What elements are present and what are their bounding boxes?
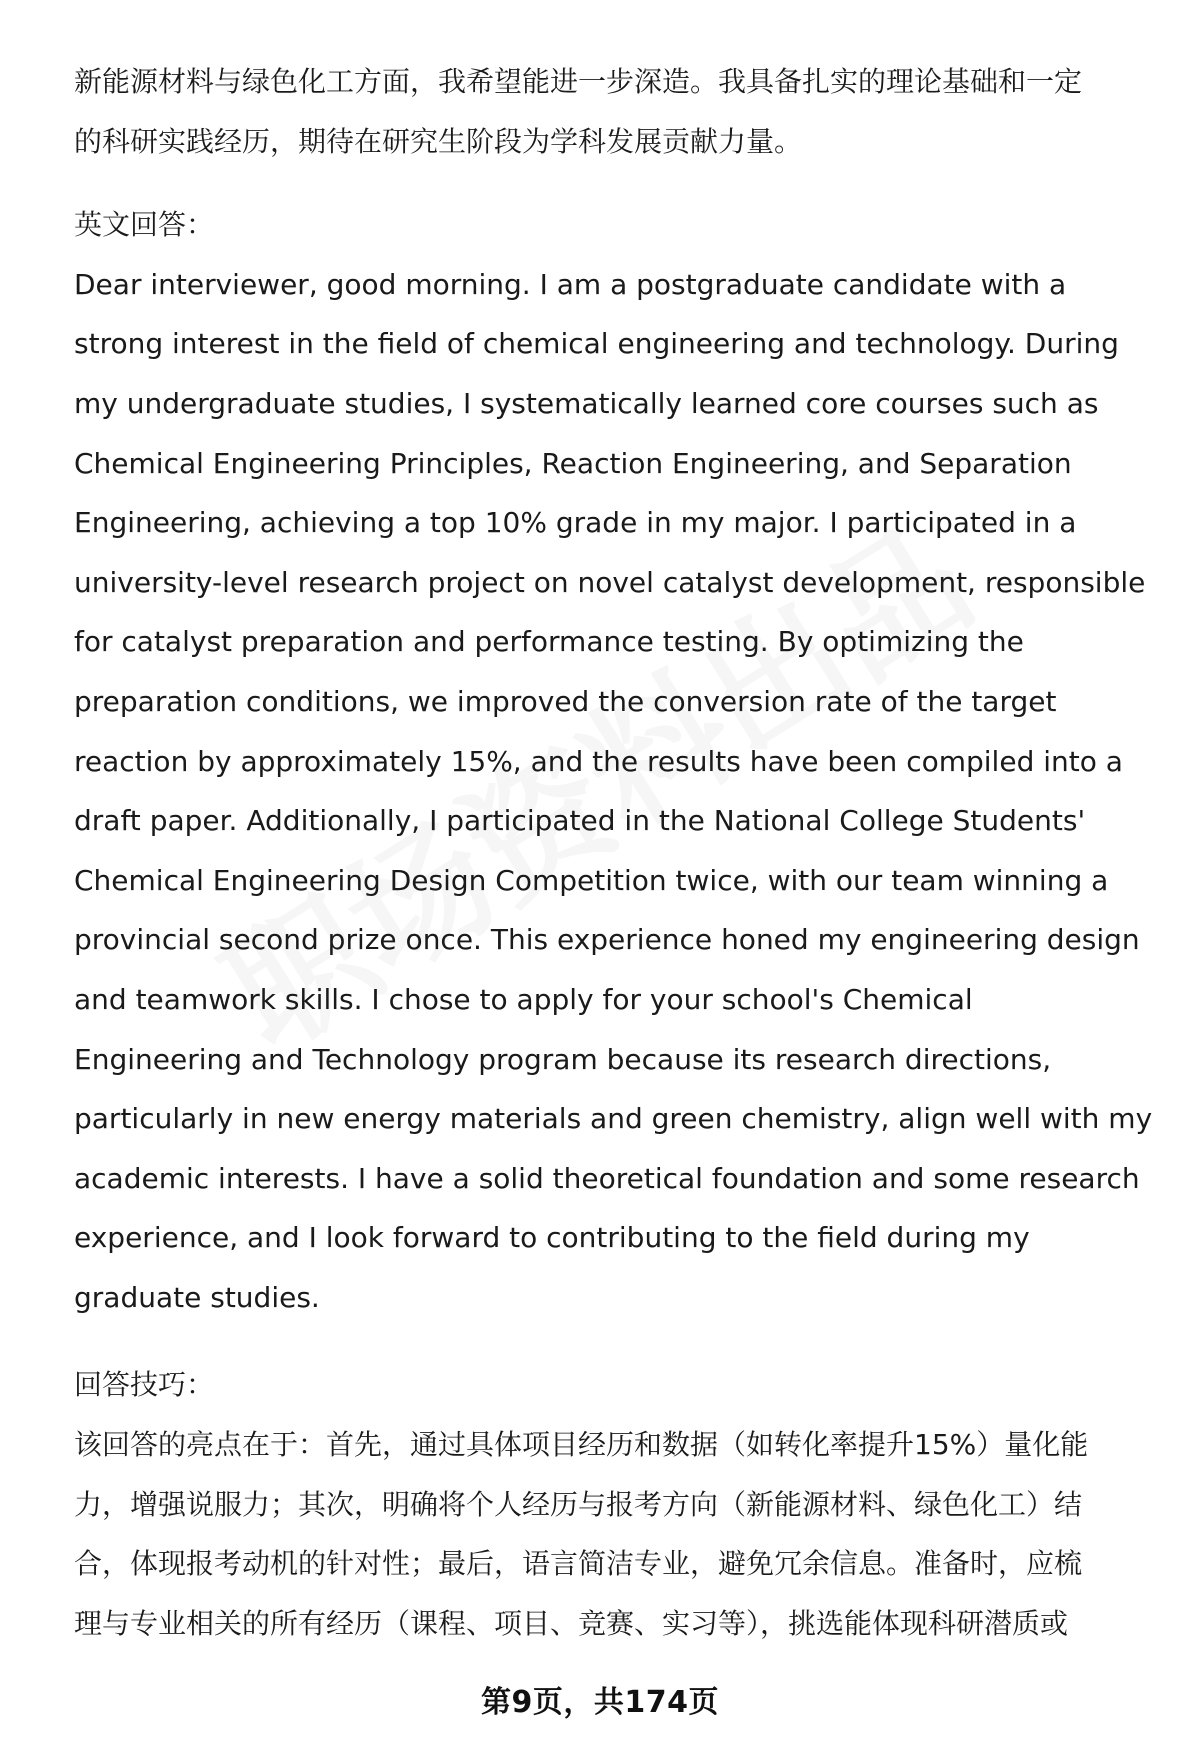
text-line: 理与专业相关的所有经历（课程、项目、竞赛、实习等），挑选能体现科研潜质或 xyxy=(74,1606,1069,1640)
text-line: and teamwork skills. I chose to apply for your school's Chemical xyxy=(74,982,973,1016)
text-line: Engineering and Technology program because its research directions, xyxy=(74,1042,1052,1076)
text-line: Engineering, achieving a top 10% grade in my major. I participated in a xyxy=(74,506,1077,540)
text-line: graduate studies. xyxy=(74,1280,320,1314)
text-line: 力，增强说服力；其次，明确将个人经历与报考方向（新能源材料、绿色化工）结 xyxy=(74,1487,1083,1521)
text-line: 的科研实践经历，期待在研究生阶段为学科发展贡献力量。 xyxy=(74,124,803,158)
english-answer-paragraph xyxy=(74,255,1154,1328)
document-page xyxy=(74,52,1154,1653)
english-answer-heading: 英文回答： xyxy=(74,208,215,242)
text-line: draft paper. Additionally, I participated in the National College Students' xyxy=(74,804,1086,838)
text-line: particularly in new energy materials and green chemistry, align well with my xyxy=(74,1102,1153,1136)
text-line: provincial second prize once. This experience honed my engineering design xyxy=(74,923,1140,957)
page-number: 第9页，共174页 xyxy=(481,1685,719,1720)
text-line: Chemical Engineering Principles, Reaction Engineering, and Separation xyxy=(74,446,1072,480)
text-line: 该回答的亮点在于：首先，通过具体项目经历和数据（如转化率提升15%）量化能 xyxy=(74,1428,1089,1462)
text-line: experience, and I look forward to contributing to the field during my xyxy=(74,1221,1030,1255)
tips-heading: 回答技巧： xyxy=(74,1368,215,1402)
text-line: my undergraduate studies, I systematically learned core courses such as xyxy=(74,386,1099,420)
intro-chinese-paragraph xyxy=(74,52,1154,171)
tips-paragraph xyxy=(74,1415,1154,1653)
text-line: 新能源材料与绿色化工方面，我希望能进一步深造。我具备扎实的理论基础和一定 xyxy=(74,65,1083,98)
text-line: Chemical Engineering Design Competition twice, with our team winning a xyxy=(74,863,1109,897)
text-line: university-level research project on novel catalyst development, responsible xyxy=(74,565,1146,599)
text-line: Dear interviewer, good morning. I am a postgraduate candidate with a xyxy=(74,267,1067,301)
text-line: strong interest in the field of chemical engineering and technology. During xyxy=(74,327,1119,361)
text-line: for catalyst preparation and performance testing. By optimizing the xyxy=(74,625,1024,659)
text-line: preparation conditions, we improved the conversion rate of the target xyxy=(74,684,1057,718)
text-line: reaction by approximately 15%, and the results have been compiled into a xyxy=(74,744,1123,778)
text-line: academic interests. I have a solid theoretical foundation and some research xyxy=(74,1161,1140,1195)
text-line: 合，体现报考动机的针对性；最后，语言简洁专业，避免冗余信息。准备时，应梳 xyxy=(74,1547,1083,1581)
